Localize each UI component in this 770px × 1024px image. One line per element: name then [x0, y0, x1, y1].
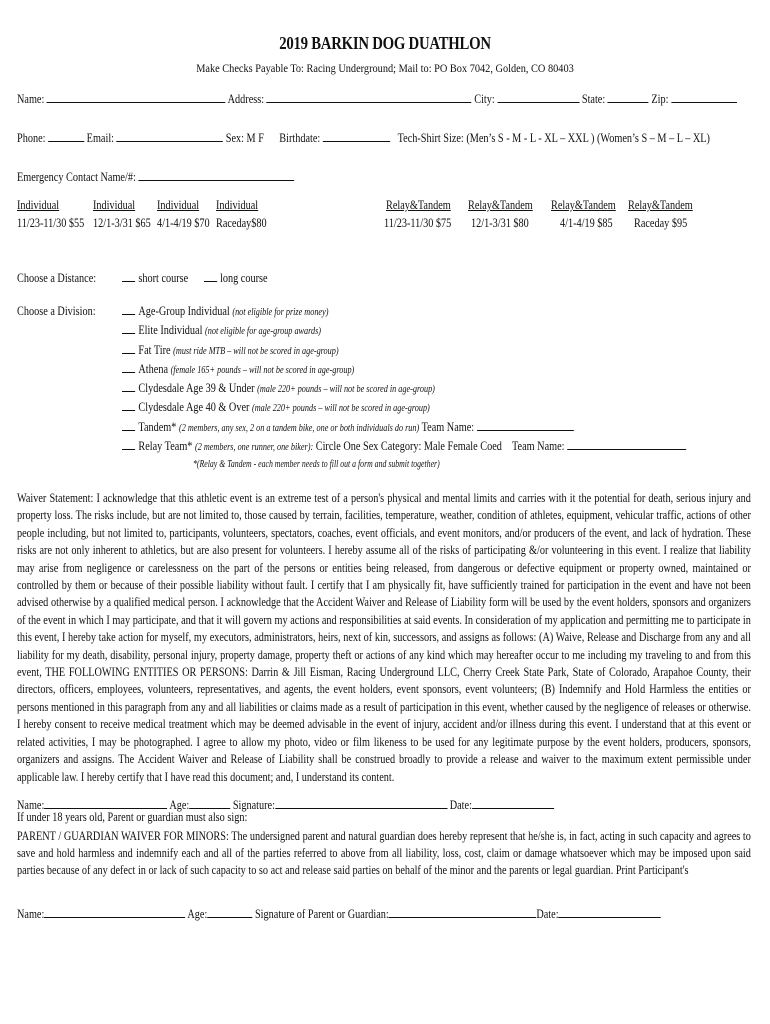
tandem-team-name-field[interactable] [477, 419, 574, 431]
division-option-note: (male 220+ pounds – will not be scored in age-group) [257, 384, 435, 395]
minor-age-label: Age: [187, 907, 208, 921]
relay-tandem-footnote: *(Relay & Tandem - each member needs to fill out a form and submit together) [193, 459, 440, 470]
birthdate-label: Birthdate: [279, 131, 321, 145]
individual-price-value-3: 4/1-4/19 $70 [157, 216, 210, 230]
division-option-fat-tire [122, 343, 339, 358]
tandem-team-name-label: Team Name: [421, 420, 475, 434]
division-option-note: (must ride MTB – will not be scored in age-group) [173, 346, 339, 357]
emergency-contact [17, 169, 294, 185]
emergency-contact-label: Emergency Contact Name/#: [17, 170, 136, 184]
division-option-label: Clydesdale Age 39 & Under [138, 381, 255, 395]
division-option-note: (not eligible for age-group awards) [205, 326, 322, 337]
relay-sex-category[interactable]: Circle One Sex Category: Male Female Coed [315, 439, 502, 453]
minor-name-field[interactable] [44, 906, 185, 918]
guardian-signature-label: Signature of Parent or Guardian: [254, 907, 389, 921]
email-field[interactable] [117, 130, 224, 142]
participant-age-label: Age: [169, 798, 190, 812]
guardian-signature-row [17, 906, 661, 922]
division-option-note: (2 members, one runner, one biker): [194, 442, 314, 453]
division-option-label: Tandem* [138, 420, 177, 434]
relay-price-value-4: Raceday $95 [634, 216, 688, 230]
tshirt-size-label[interactable]: Tech-Shirt Size: (Men’s S - M - L - XL – XXL ) (Women’s S – M – L – XL) [397, 131, 710, 145]
email-label: Email: [86, 131, 115, 145]
page-title: 2019 BARKIN DOG DUATHLON [279, 33, 491, 53]
participant-date-field[interactable] [472, 797, 554, 809]
division-option-label: Age-Group Individual [138, 304, 230, 318]
individual-price-label-1: Individual [17, 198, 60, 212]
division-option-note: (not eligible for prize money) [232, 307, 329, 318]
individual-price-value-1: 11/23-11/30 $55 [17, 216, 85, 230]
division-option-clydesdale-40 [122, 400, 430, 415]
division-checkbox[interactable] [122, 362, 135, 373]
division-option-age-group [122, 304, 328, 319]
relay-team-name-label: Team Name: [511, 439, 565, 453]
relay-team-name-field[interactable] [567, 438, 686, 450]
minor-age-field[interactable] [207, 906, 252, 918]
division-option-relay [122, 438, 686, 454]
division-checkbox[interactable] [122, 343, 135, 354]
address-field[interactable] [267, 91, 472, 103]
guardian-date-field[interactable] [559, 906, 662, 918]
individual-price-value-2: 12/1-3/31 $65 [93, 216, 151, 230]
division-option-note: (male 220+ pounds – will not be scored in age-group) [251, 403, 430, 414]
phone-label: Phone: [17, 131, 46, 145]
division-checkbox[interactable] [122, 323, 135, 334]
participant-date-label: Date: [449, 798, 472, 812]
personal-row-2 [17, 130, 710, 146]
name-label: Name: [17, 92, 45, 106]
relay-price-value-3: 4/1-4/19 $85 [560, 216, 613, 230]
division-option-label: Relay Team* [138, 439, 193, 453]
city-field[interactable] [497, 91, 579, 103]
guardian-signature-field[interactable] [389, 906, 537, 918]
waiver-statement: Waiver Statement: I acknowledge that this athletic event is an extreme test of a person's physical and mental limits and carries with it the potential for death, serious injury and property loss. The risks include, but are not limited to, those caused by terrain, facilities, temperature, weather, condition of athletes, equipment, vehicular traffic, actions of other people including, but not limited to, participants, volunteers, spectators, coaches, event officials, and event monitors, and/or producers of the event, and lack of hydration. These risks are not only inherent to athletics, but are also present for volunteers. I hereby assume all of the risks of participating &/or volunteering in this event. I realize that liability may arise from negligence or carelessness on the part of the persons or entities being released, from dangerous or defective equipment or property owned, maintained or controlled by them or because of their possible liability without fault. I certify that I am physically fit, have sufficiently trained for participation in the event and have not been advised otherwise by a qualified medical person. I acknowledge that the Accident Waiver and Release of Liability form will be used by the event holders, sponsors and organizers of the event in which I may participate, and that it will govern my actions and responsibilities at said events. In consideration of my application and permitting me to participate in this event, I hereby take action for myself, my executors, administrators, heirs, next of kin, successors, and assigns as follows: (A) Waive, Release and Discharge from any and all liability for my death, disability, personal injury, property damage, property theft or actions of any kind which may hereafter occur to me including my traveling to and from this event, THE FOLLOWING ENTITIES OR PERSONS: Darrin & Jill Eisman, Racing Underground LLC, Cherry Creek State Park, State of Colorado, Arapahoe County, their directors, officers, employees, volunteers, representatives, and agents, the event holders, event sponsors, event volunteers; (B) Indemnify and Hold Harmless the entities or persons mentioned in this paragraph from any and all liabilities or claims made as a result of participation in this event, whether caused by the negligence of releases or otherwise. I hereby consent to receive medical treatment which may be deemed advisable in the event of injury, accident and/or illness during this event. I understand that at this event or related activities, I may be photographed. I agree to allow my photo, video or film likeness to be used for any legitimate purpose by the event holders, producers, sponsors, organizers and assigns. The Accident Waiver and Release of Liability shall be construed broadly to provide a release and waiver to the maximum extent permissible under applicable law. I hereby certify that I have read this document; and, I understand its content. [17, 491, 751, 784]
relay-price-label-3: Relay&Tandem [551, 198, 616, 212]
relay-price-label-4: Relay&Tandem [628, 198, 693, 212]
name-field[interactable] [47, 91, 226, 103]
division-option-elite [122, 323, 321, 338]
zip-label: Zip: [651, 92, 669, 106]
division-option-label: Clydesdale Age 40 & Over [138, 400, 250, 414]
individual-price-label-4: Individual [216, 198, 259, 212]
individual-price-value-4: Raceday$80 [216, 216, 267, 230]
division-option-note: (2 members, any sex, 2 on a tandem bike, one or both individuals do run) [178, 423, 420, 434]
division-checkbox[interactable] [122, 400, 135, 411]
participant-signature-field[interactable] [275, 797, 447, 809]
division-option-note: (female 165+ pounds – will not be scored in age-group) [170, 365, 355, 376]
state-label: State: [581, 92, 606, 106]
participant-name-label: Name: [17, 798, 45, 812]
individual-price-label-2: Individual [93, 198, 136, 212]
personal-row-1 [17, 91, 737, 107]
participant-signature-label: Signature: [232, 798, 275, 812]
city-label: City: [474, 92, 495, 106]
birthdate-field[interactable] [323, 130, 390, 142]
minor-waiver-text: PARENT / GUARDIAN WAIVER FOR MINORS: The undersigned parent and natural guardian does hereby represent that he/she is, in fact, acting in such capacity and agrees to save and hold harmless and indemnify each and all of the parties referred to above from all liability, loss, cost, claim or damage whatsoever which may be imposed upon said parties because of any defect in or lack of such capacity to so act and release said parties on behalf of the minor and the parents or legal guardian. Print Participant's [17, 829, 751, 877]
division-checkbox[interactable] [122, 420, 135, 431]
division-option-athena [122, 362, 354, 377]
emergency-contact-field[interactable] [138, 169, 294, 181]
guardian-date-label: Date: [536, 907, 559, 921]
sex-label[interactable]: Sex: M F [225, 131, 264, 145]
relay-price-value-1: 11/23-11/30 $75 [384, 216, 452, 230]
relay-price-label-2: Relay&Tandem [468, 198, 533, 212]
division-checkbox[interactable] [122, 381, 135, 392]
relay-price-value-2: 12/1-3/31 $80 [471, 216, 529, 230]
distance-label: Choose a Distance: [17, 271, 97, 285]
division-label: Choose a Division: [17, 304, 96, 318]
zip-field[interactable] [671, 91, 737, 103]
individual-price-label-3: Individual [157, 198, 200, 212]
short-course-label: short course [138, 271, 189, 285]
participant-name-field[interactable] [44, 797, 167, 809]
division-checkbox[interactable] [122, 304, 135, 315]
short-course-checkbox[interactable] [122, 271, 135, 282]
participant-age-field[interactable] [189, 797, 230, 809]
minor-name-label: Name: [17, 907, 45, 921]
minor-intro: If under 18 years old, Parent or guardian must also sign: [17, 810, 248, 824]
distance-options [122, 271, 268, 286]
relay-price-label-1: Relay&Tandem [386, 198, 451, 212]
division-option-label: Fat Tire [138, 343, 171, 357]
long-course-checkbox[interactable] [204, 271, 217, 282]
division-checkbox[interactable] [122, 439, 135, 450]
state-field[interactable] [608, 91, 649, 103]
division-option-tandem [122, 419, 573, 435]
long-course-label: long course [219, 271, 268, 285]
mailing-instructions: Make Checks Payable To: Racing Underground; Mail to: PO Box 7042, Golden, CO 80403 [196, 61, 574, 75]
division-option-label: Elite Individual [138, 323, 203, 337]
division-option-clydesdale-39 [122, 381, 435, 396]
phone-field[interactable] [48, 130, 84, 142]
address-label: Address: [227, 92, 265, 106]
division-option-label: Athena [138, 362, 169, 376]
